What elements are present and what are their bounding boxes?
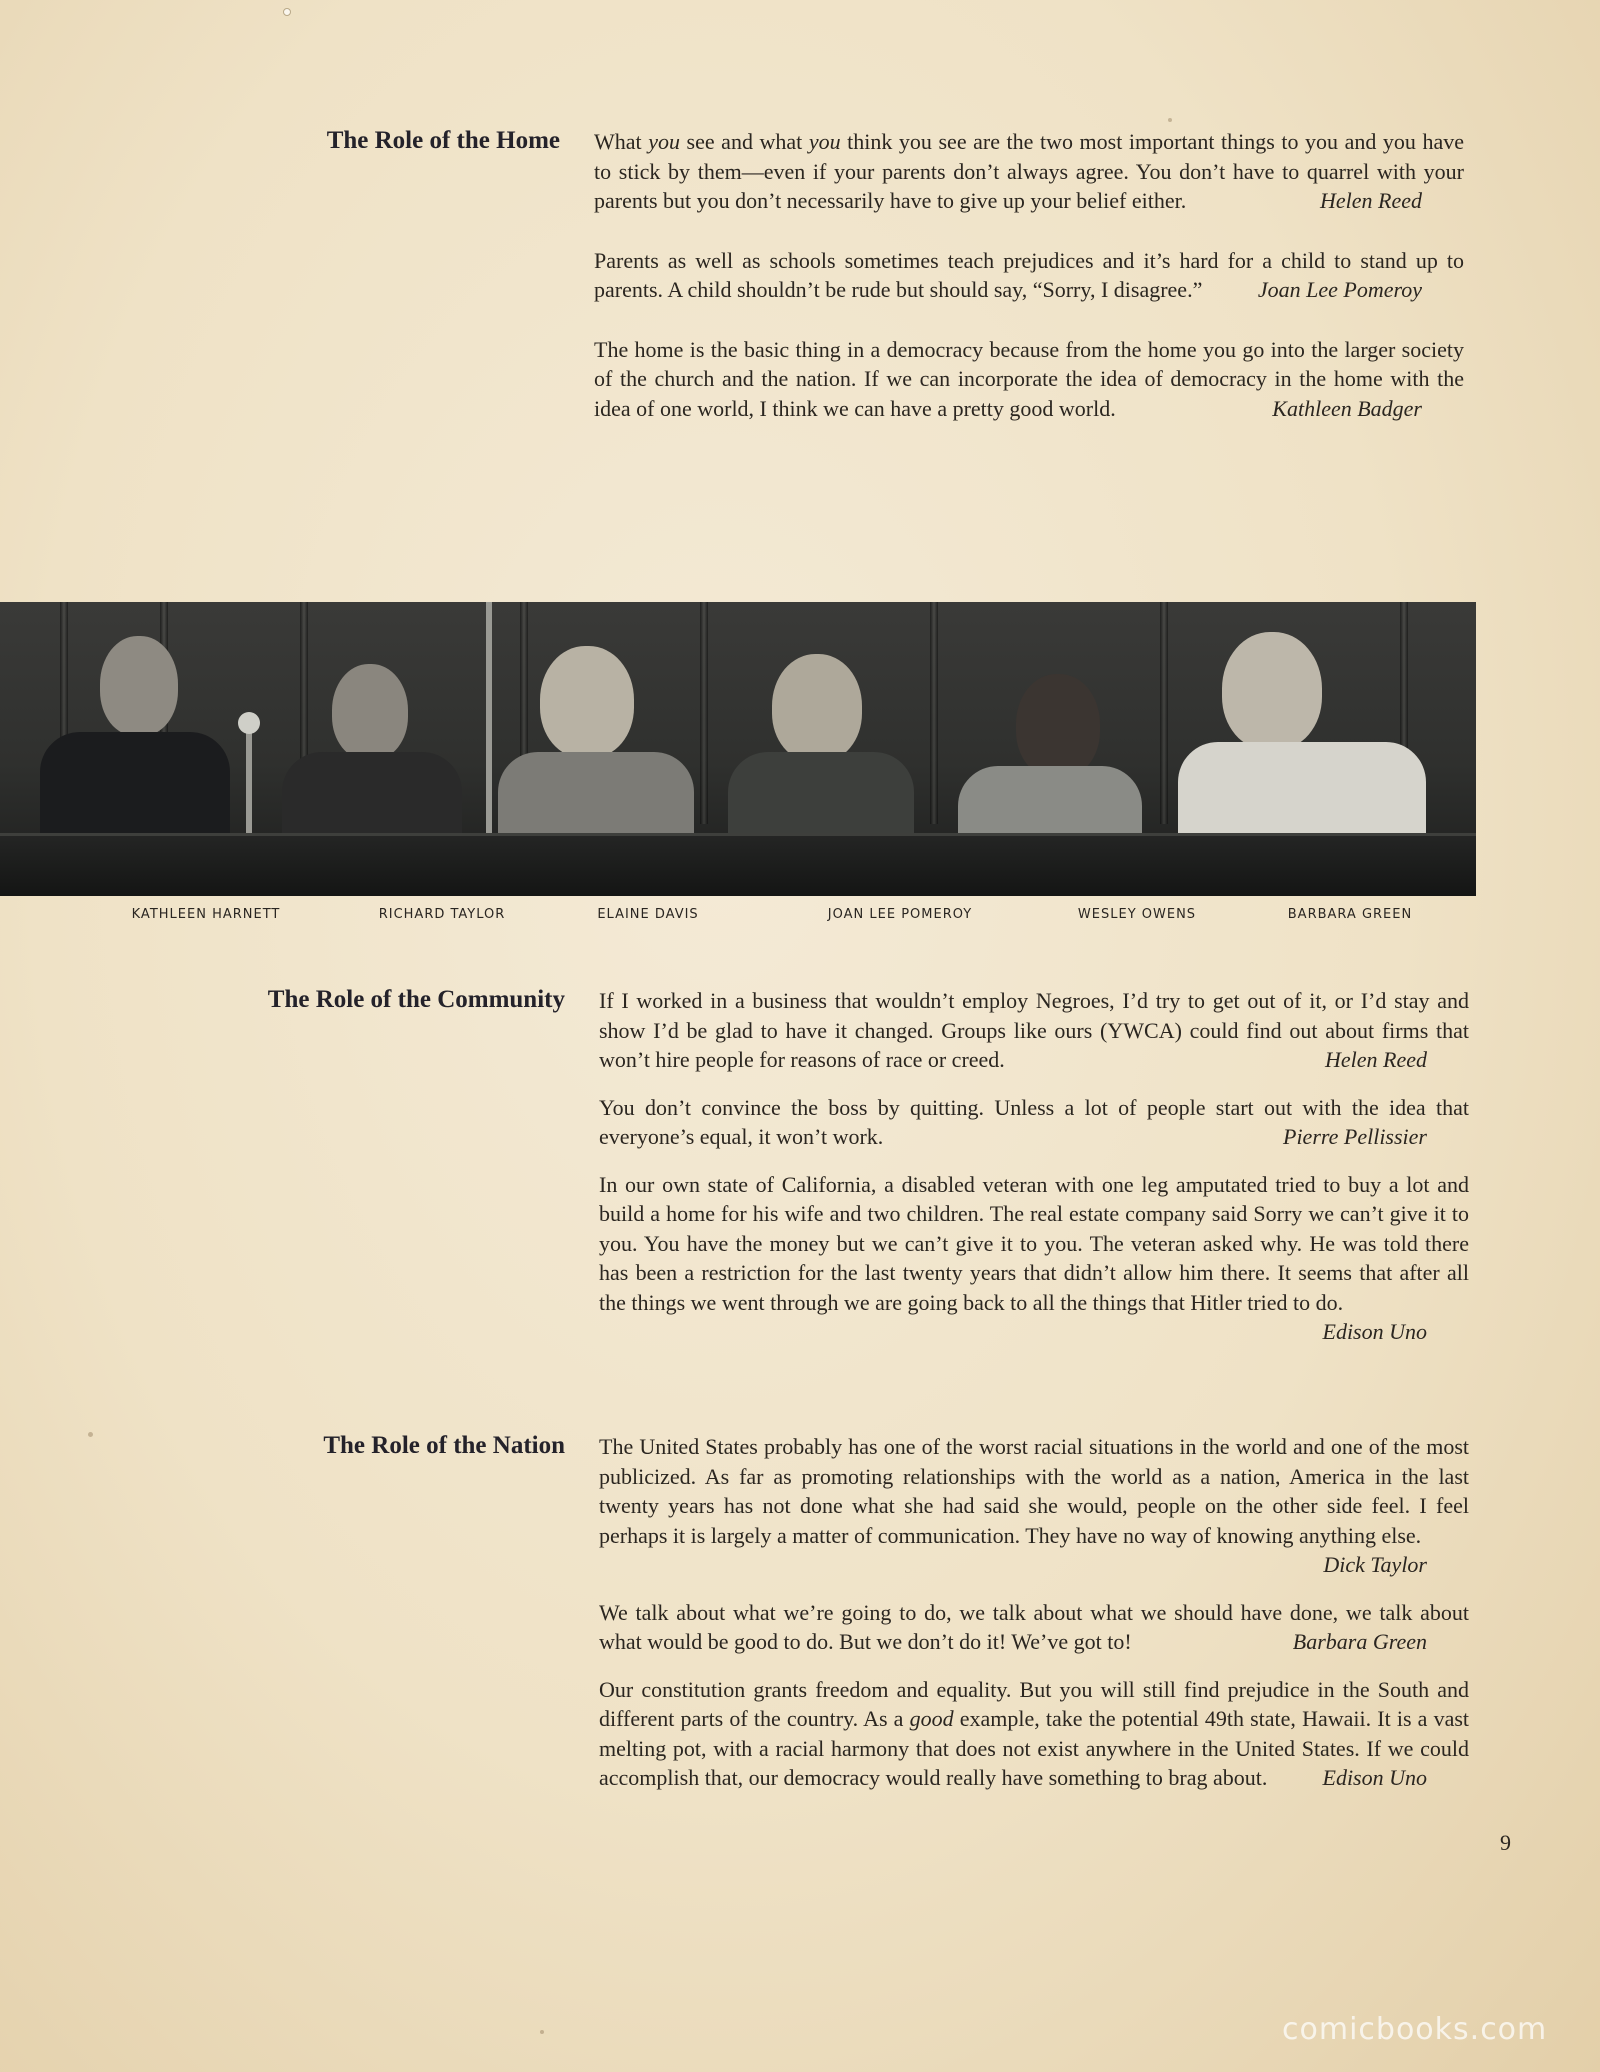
paper-speck <box>540 2030 544 2034</box>
quote-author: Helen Reed <box>1320 188 1422 213</box>
section-heading-community: The Role of the Community <box>267 986 565 1013</box>
quote-author: Kathleen Badger <box>1272 395 1422 421</box>
quote-home-2 <box>594 246 1464 305</box>
panelist-5-head <box>1016 674 1100 778</box>
quote-home-1 <box>594 127 1464 216</box>
quote-author: Barbara Green <box>1292 1629 1427 1654</box>
page-number: 9 <box>1500 1830 1511 1855</box>
quote-nation-2 <box>599 1598 1469 1657</box>
photo-caption-5: WESLEY OWENS <box>1077 907 1197 922</box>
panel-desk <box>0 833 1476 896</box>
section-heading-home: The Role of the Home <box>326 127 560 154</box>
home-quotes <box>594 127 1464 423</box>
quote-text: If I worked in a business that wouldn’t employ Negroes, I’d try to get out of it, or I’d stay and show I’d be glad to have it changed. Groups like ours (YWCA) could find out about firms that won’t hire people for reasons of race or creed. <box>599 988 1469 1072</box>
quote-text: Our constitution grants freedom and equality. But you will still find prejudice in the South and different parts of the country. As a good example, take the potential 49th state, Hawaii. It is a vast melting pot, with a racial harmony that does not exist anywhere in the United States. If we could accomplish that, our democracy would really have something to brag about. <box>599 1676 1470 1790</box>
panel-photograph <box>0 602 1476 896</box>
quote-author: Edison Uno <box>1322 1765 1427 1790</box>
quote-text: In our own state of California, a disabled veteran with one leg amputated tried to buy a lot and build a home for his wife and two children. The real estate company said Sorry we can’t give it to you. You have the money but we can’t give it to you. The veteran asked why. He was told there has been a restriction for the last twenty years that didn’t allow him there. It seems that after all the things we went through we are going back to all the things that Hitler tried to do. <box>599 1171 1469 1315</box>
quote-community-2 <box>599 1093 1469 1152</box>
quote-author: Pierre Pellissier <box>1283 1124 1427 1149</box>
photo-caption-6: BARBARA GREEN <box>1287 907 1413 922</box>
panelist-6-head <box>1222 632 1322 750</box>
paper-speck <box>88 1432 93 1437</box>
photo-caption-3: ELAINE DAVIS <box>597 907 699 922</box>
quote-nation-1 <box>599 1432 1469 1580</box>
photo-caption-4: JOAN LEE POMEROY <box>827 907 973 922</box>
quote-author: Edison Uno <box>1322 1319 1427 1344</box>
quote-author: Joan Lee Pomeroy <box>1257 277 1422 302</box>
microphone-stand <box>246 722 252 844</box>
photo-caption-2: RICHARD TAYLOR <box>378 907 506 922</box>
quote-community-1 <box>599 986 1469 1075</box>
quote-author: Dick Taylor <box>1323 1552 1427 1577</box>
section-heading-nation: The Role of the Nation <box>323 1432 565 1459</box>
quote-text: You don’t convince the boss by quitting. Unless a lot of people start out with the idea that everyone’s equal, it won’t work. <box>599 1094 1469 1149</box>
quote-text: The home is the basic thing in a democracy because from the home you go into the larger society of the church and the nation. If we can incorporate the idea of democracy in the home with the idea of one world, I think we can have a pretty good world. <box>594 336 1464 421</box>
quote-text: The United States probably has one of the worst racial situations in the world and one of the most publicized. As far as promoting relationships with the world as a nation, America in the last twenty years has not done what she had said she would, people on the other side feel. I feel perhaps it is largely a matter of communication. They have no way of knowing anything else. <box>599 1434 1469 1548</box>
curtain-fold <box>930 602 938 824</box>
photo-caption-1: KATHLEEN HARNETT <box>131 907 281 922</box>
quote-community-3 <box>599 1170 1469 1347</box>
watermark: comicbooks.com <box>1282 2012 1548 2047</box>
paper-speck <box>283 8 291 16</box>
quote-text: Parents as well as schools sometimes teach prejudices and it’s hard for a child to stand up to parents. A child shouldn’t be rude but should say, “Sorry, I disagree.” <box>594 247 1464 302</box>
microphone-stand <box>486 602 492 844</box>
curtain-fold <box>700 602 708 824</box>
quote-text: What you see and what you think you see are the two most important things to you and you have to stick by them—even if your parents don’t always agree. You don’t have to quarrel with your parents but you don’t necessarily have to give up your belief either. <box>594 129 1464 213</box>
panelist-2-head <box>332 664 408 760</box>
microphone-icon <box>238 712 260 734</box>
nation-quotes <box>599 1432 1469 1793</box>
panelist-1-head <box>100 636 178 736</box>
quote-author: Helen Reed <box>1325 1047 1427 1072</box>
quote-text: We talk about what we’re going to do, we talk about what we should have done, we talk about what would be good to do. But we don’t do it! We’ve got to! <box>599 1599 1469 1654</box>
panelist-4-head <box>772 654 862 762</box>
quote-home-3 <box>594 335 1464 424</box>
curtain-fold <box>1160 602 1168 824</box>
quote-nation-3 <box>599 1675 1469 1793</box>
panelist-3-head <box>540 646 634 758</box>
paper-speck <box>1168 118 1172 122</box>
community-quotes <box>599 986 1469 1347</box>
